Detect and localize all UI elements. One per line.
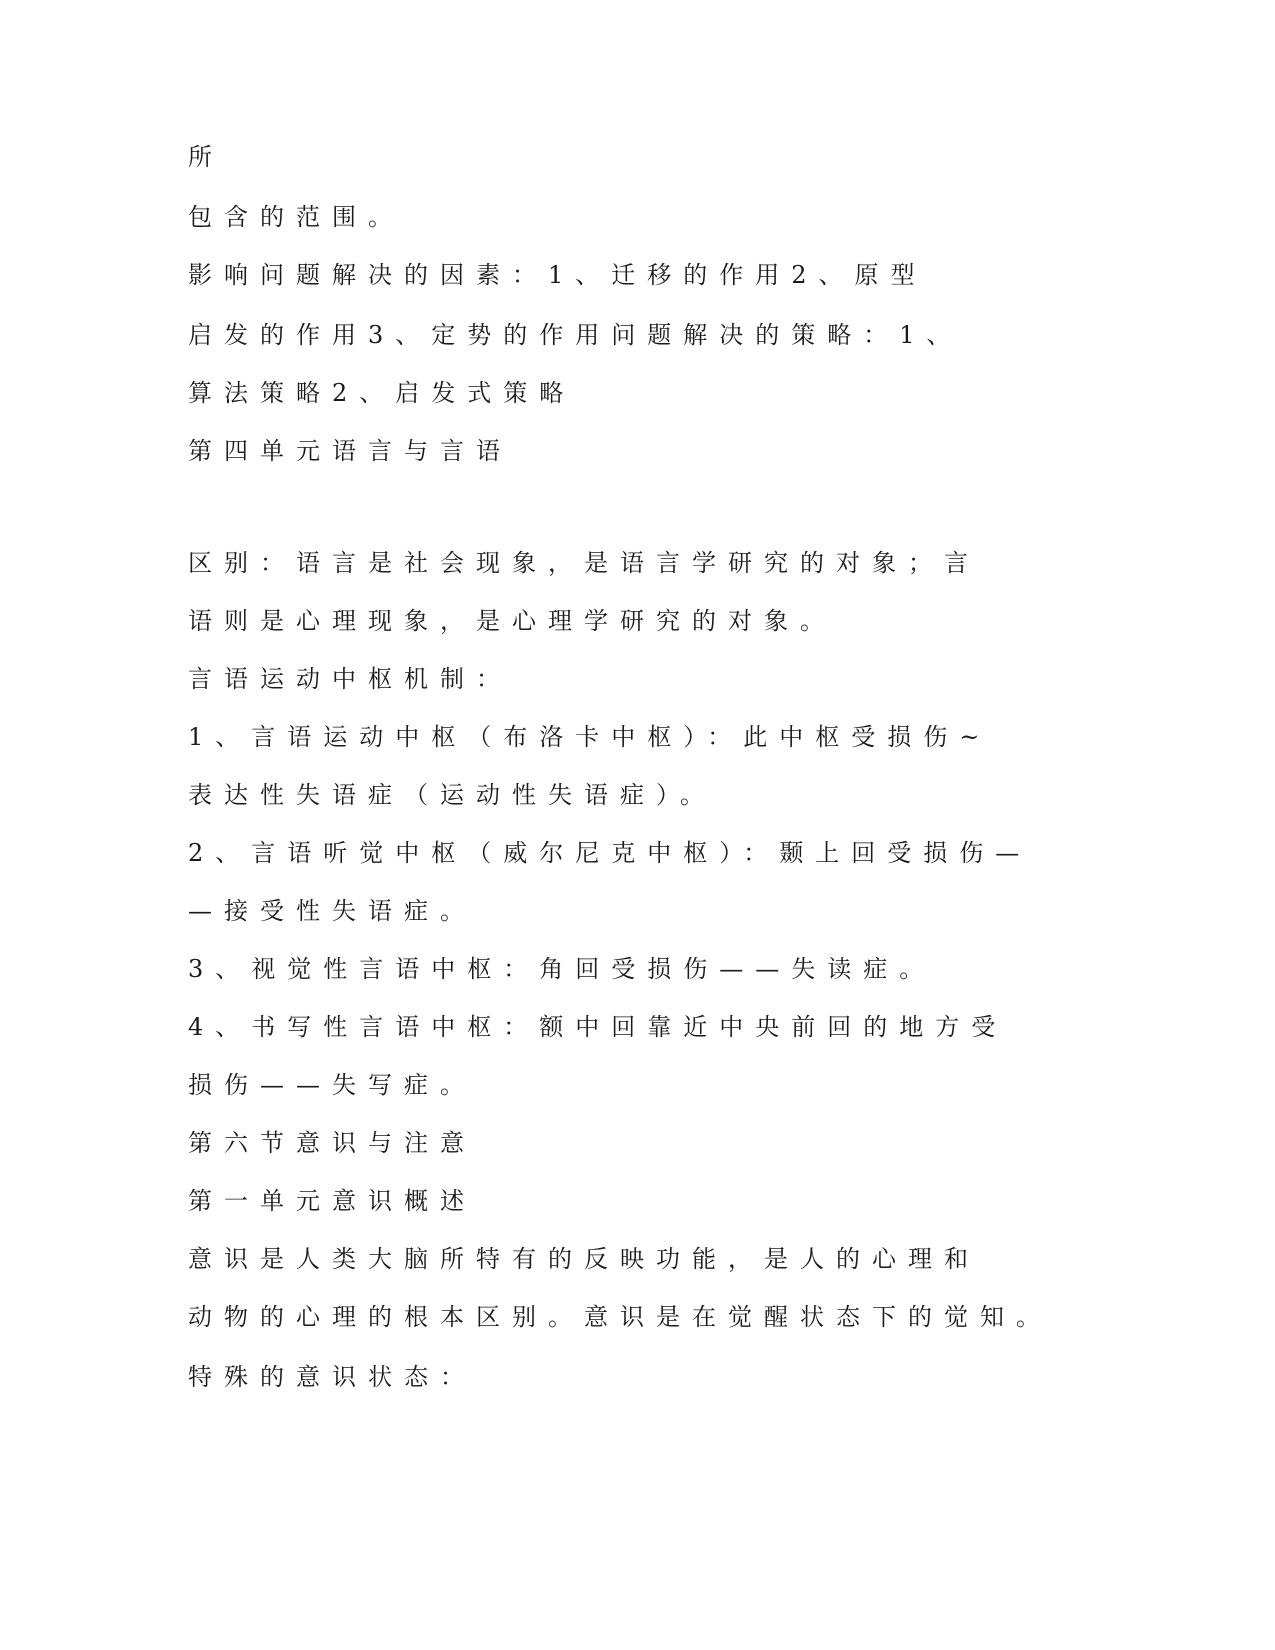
list-item: 3、视觉性言语中枢：角回受损伤——失读症。 (188, 955, 936, 983)
text-line: 算法策略2、启发式策略 (188, 379, 576, 407)
text-line: 包含的范围。 (188, 203, 404, 231)
text-line: 语则是心理现象，是心理学研究的对象。 (188, 607, 836, 635)
text-line: 意识是人类大脑所特有的反映功能，是人的心理和 (188, 1245, 980, 1273)
text-line: 区别：语言是社会现象，是语言学研究的对象；言 (188, 549, 980, 577)
text-line: 言语运动中枢机制： (188, 665, 512, 693)
text-line: 动物的心理的根本区别。意识是在觉醒状态下的觉知。 (188, 1303, 1052, 1331)
text-line: 影响问题解决的因素：1、迁移的作用2、原型 (188, 261, 927, 289)
text-line: 启发的作用3、定势的作用问题解决的策略：1、 (188, 321, 963, 349)
list-item: 2、言语听觉中枢（威尔尼克中枢）：颞上回受损伤— (188, 839, 1032, 867)
text-line: —接受性失语症。 (188, 897, 476, 925)
section-heading: 第六节意识与注意 (188, 1129, 476, 1157)
text-line: 损伤——失写症。 (188, 1071, 476, 1099)
section-heading: 第一单元意识概述 (188, 1187, 476, 1215)
text-line: 所 (188, 143, 224, 171)
text-line: 特殊的意识状态： (188, 1363, 476, 1391)
text-line: 表达性失语症（运动性失语症）。 (188, 781, 716, 809)
section-heading: 第四单元语言与言语 (188, 437, 512, 465)
list-item: 1、言语运动中枢（布洛卡中枢）：此中枢受损伤~ (188, 723, 992, 751)
list-item: 4、书写性言语中枢：额中回靠近中央前回的地方受 (188, 1013, 1008, 1041)
